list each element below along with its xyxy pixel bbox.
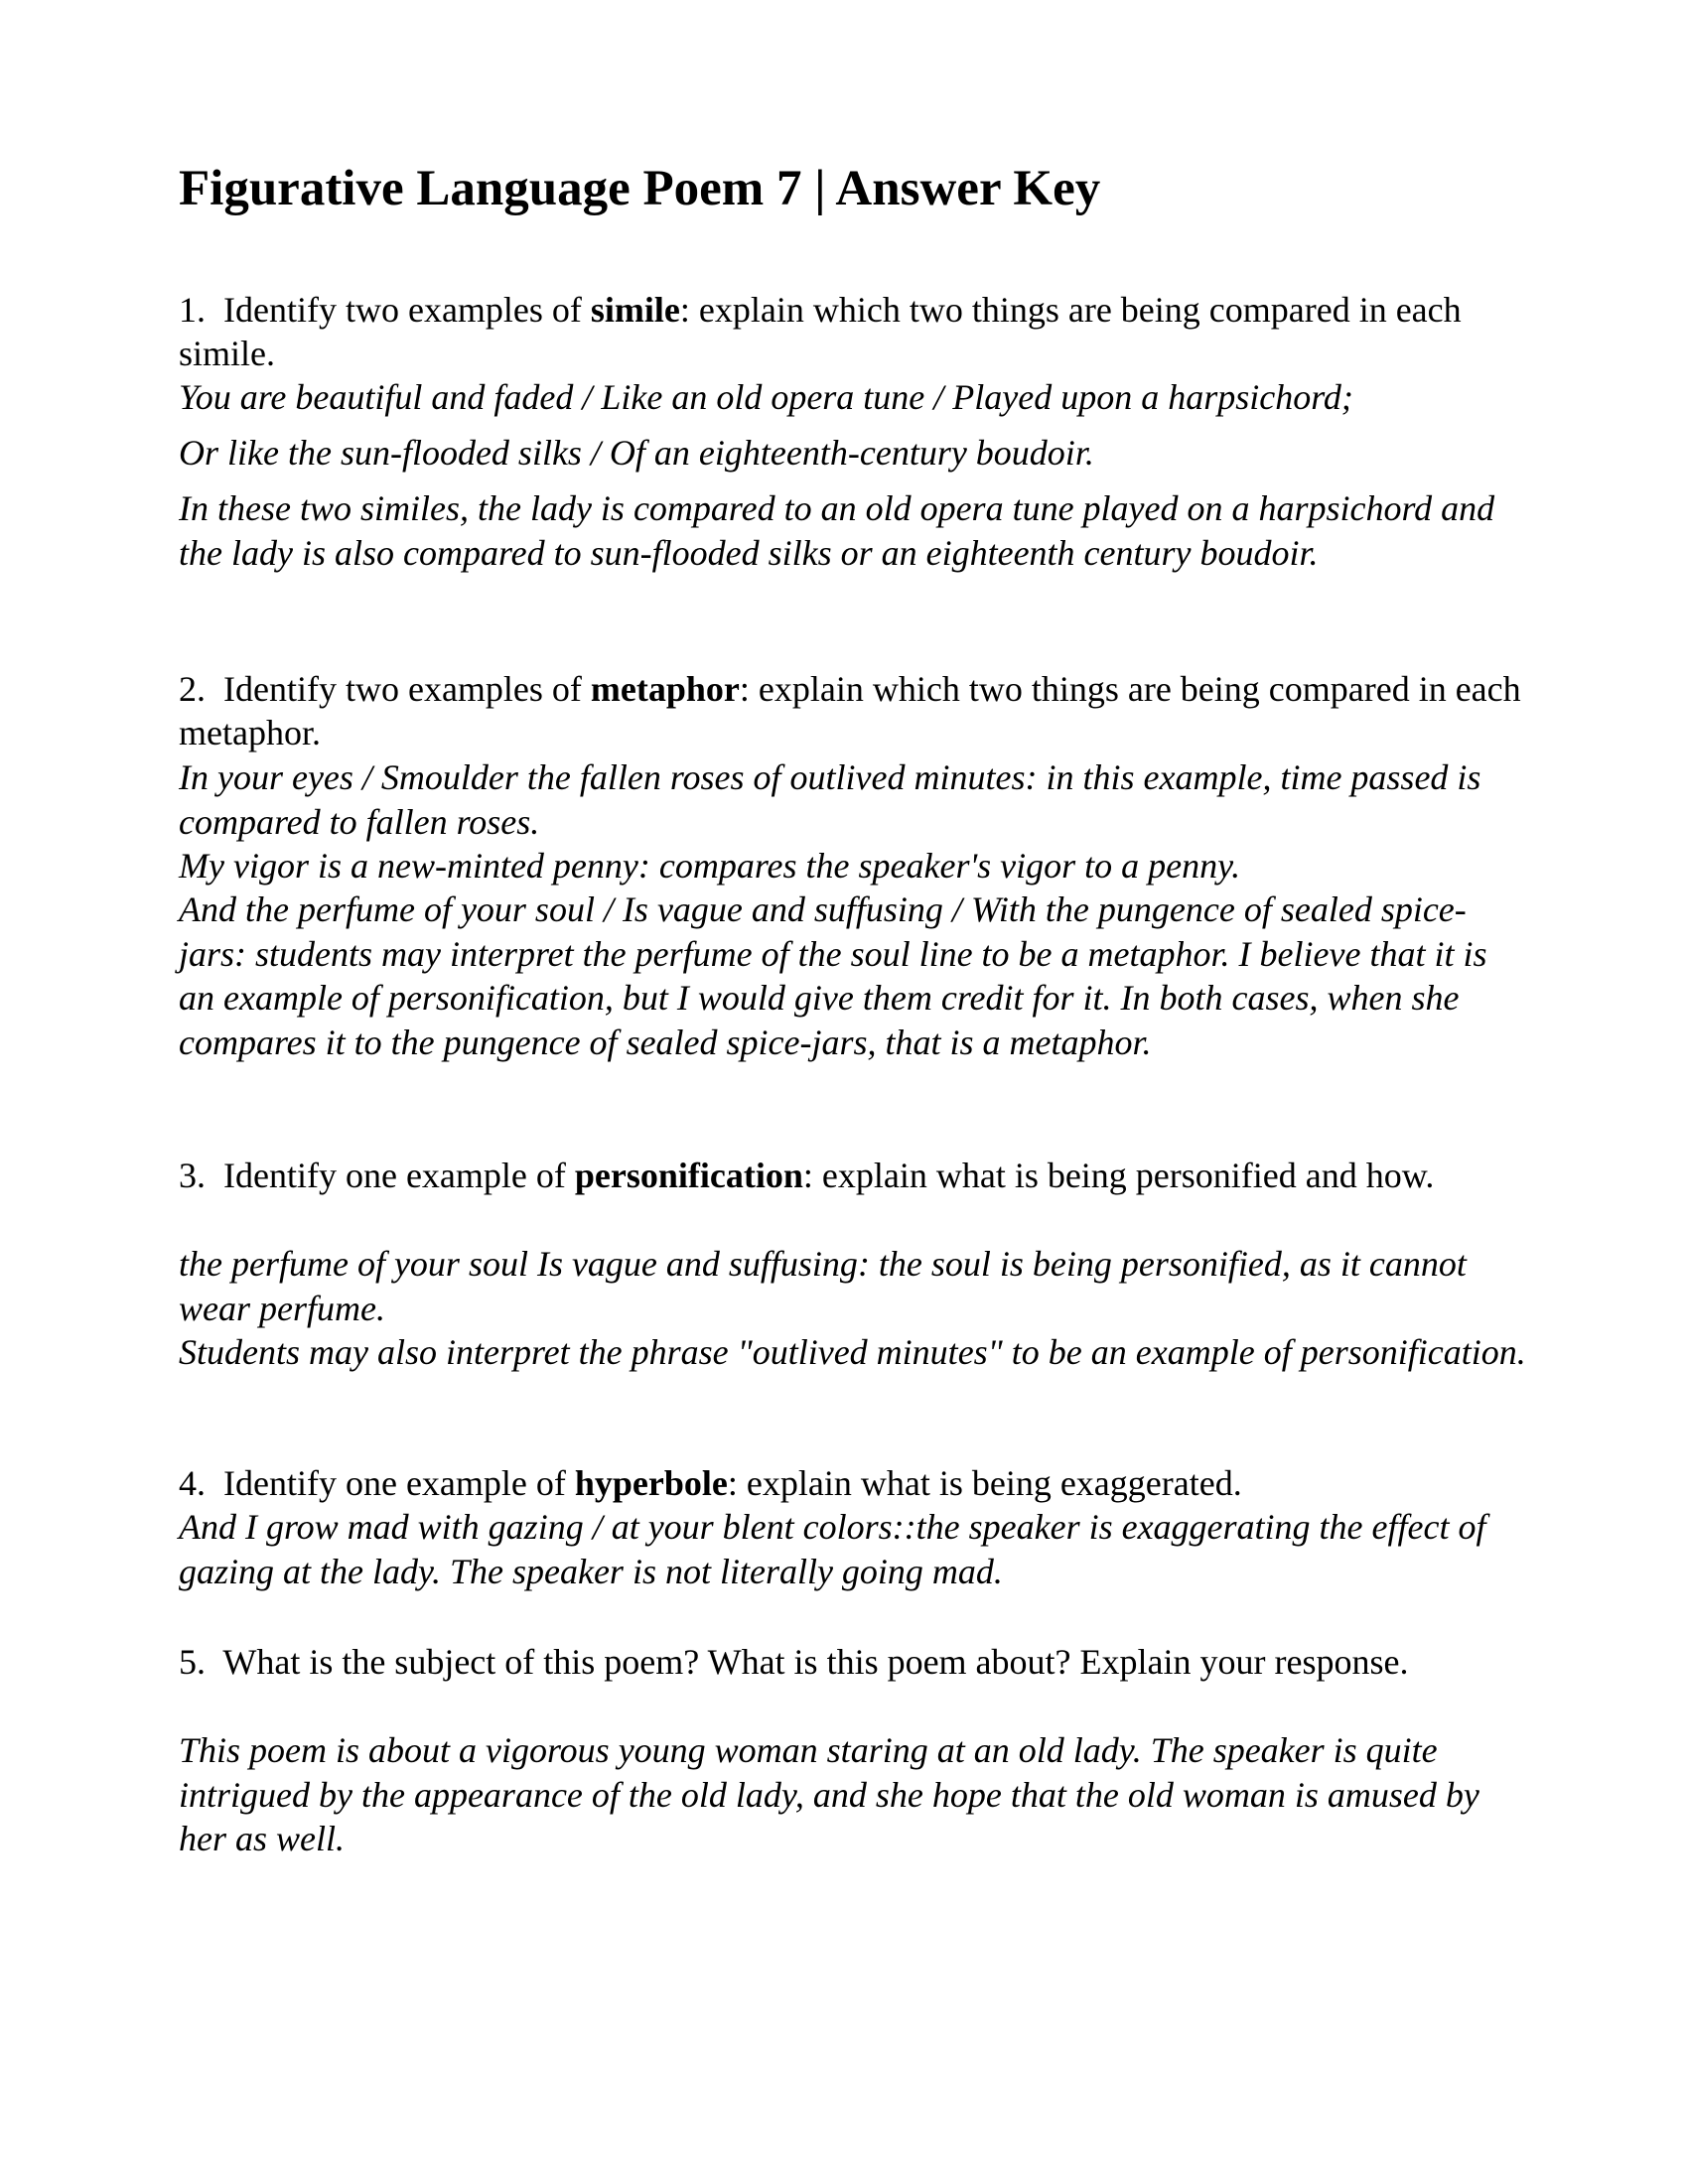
question-text: Identify one example of	[223, 1156, 566, 1195]
question-1	[179, 288, 1529, 375]
question-3	[179, 1154, 1529, 1197]
question-term: hyperbole	[574, 1463, 728, 1503]
question-number: 5.	[179, 1642, 206, 1682]
question-text: : explain what is being exaggerated.	[727, 1463, 1242, 1503]
answer-2-3: And the perfume of your soul / Is vague and suffusing / With the pungence of sealed spice-jars: students may interpret the perfume of the soul line to be a metaphor. I believe that it is an example of personification, but I would give them credit for it. In both cases, when she compares it to the pungence of sealed spice-jars, that is a metaphor.	[179, 889, 1487, 1062]
question-4	[179, 1461, 1529, 1505]
question-term: metaphor	[590, 669, 740, 709]
answer-1-2: Or like the sun-flooded silks / Of an eighteenth-century boudoir.	[179, 433, 1094, 473]
question-text: : explain what is being personified and how.	[802, 1156, 1435, 1195]
answer-quote: the perfume of your soul Is vague and suffusing	[179, 1244, 858, 1284]
page-title: Figurative Language Poem 7 | Answer Key	[179, 161, 1101, 216]
answer-explanation: : the soul is being personified, as it cannot wear perfume.	[179, 1244, 1467, 1328]
answer-3-2: Students may also interpret the phrase "outlived minutes" to be an example of personification.	[179, 1332, 1526, 1372]
question-5	[179, 1640, 1529, 1684]
question-2	[179, 667, 1529, 754]
answer-key-page	[179, 0, 1529, 2184]
question-text: What is the subject of this poem? What is this poem about? Explain your response.	[222, 1642, 1409, 1682]
answer-5-1: This poem is about a vigorous young woman staring at an old lady. The speaker is quite intrigued by the appearance of the old lady, and she hope that the old woman is amused by her as well.	[179, 1730, 1479, 1858]
question-number: 3.	[179, 1156, 206, 1195]
answer-1-1: You are beautiful and faded / Like an old opera tune / Played upon a harpsichord;	[179, 377, 1353, 417]
question-number: 4.	[179, 1463, 206, 1503]
question-term: personification	[574, 1156, 803, 1195]
question-number: 2.	[179, 669, 206, 709]
answer-3-1	[179, 1242, 1529, 1330]
question-text: : explain which two things are being compared in each simile.	[179, 290, 1462, 373]
question-number: 1.	[179, 290, 206, 330]
answer-1-3: In these two similes, the lady is compared to an old opera tune played on a harpsichord and the lady is also compared to sun-flooded silks or an eighteenth century boudoir.	[179, 488, 1495, 573]
question-text: : explain which two things are being compared in each metaphor.	[179, 669, 1521, 752]
answer-2-1: In your eyes / Smoulder the fallen roses of outlived minutes: in this example, time passed is compared to fallen roses.	[179, 757, 1481, 842]
answer-4-1: And I grow mad with gazing / at your blent colors::the speaker is exaggerating the effect of gazing at the lady. The speaker is not literally going mad.	[179, 1507, 1486, 1591]
question-text: Identify two examples of	[223, 290, 582, 330]
question-text: Identify one example of	[223, 1463, 566, 1503]
question-term: simile	[590, 290, 680, 330]
answer-2-2: My vigor is a new-minted penny: compares the speaker's vigor to a penny.	[179, 846, 1241, 886]
question-text: Identify two examples of	[223, 669, 582, 709]
